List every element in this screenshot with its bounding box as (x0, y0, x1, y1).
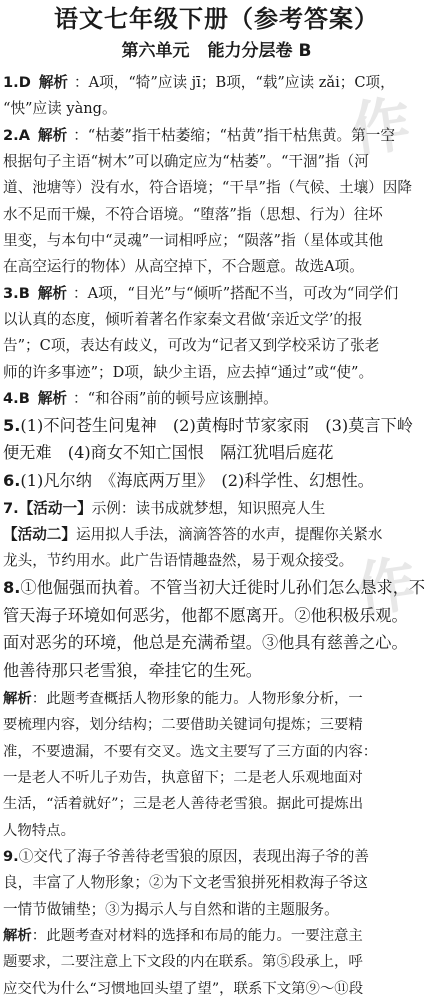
answer-text: 示例：读书成就梦想，知识照亮人生 (91, 499, 326, 517)
question-number: 7. (3, 499, 19, 517)
answer-text: 准，不要遗漏，不要有交叉。选文主要写了三方面的内容： (3, 743, 378, 760)
answer-line (0, 202, 433, 228)
answer-text: 根据句子主语“树木”可以确定应为“枯萎”。“干涸”指（河 (3, 153, 369, 171)
answer-text: ：“枯萎”指干枯萎缩；“枯黄”指干枯焦黄。第一空 (73, 126, 395, 144)
answer-text: 一情节做铺垫；③为揭示人与自然和谐的主题服务。 (3, 900, 339, 918)
answer-text: ：此题考查概括人物形象的能力。人物形象分析，一 (31, 690, 363, 707)
answer-line (0, 739, 433, 765)
answer-line (0, 440, 433, 466)
answer-line (0, 281, 433, 307)
answer-line (0, 307, 433, 333)
answer-line (0, 603, 433, 629)
answer-line (0, 123, 433, 149)
question-number: 6. (3, 471, 21, 491)
answer-line (0, 496, 433, 522)
answer-text: 应交代为什么“习惯地回头望了望”，联系下文第⑨～⑪段 (3, 980, 364, 997)
answer-line (0, 175, 433, 201)
question-number: 4.B (3, 390, 30, 408)
answer-text: 道、池塘等）没有水，符合语境；“干旱”指（气候、土壤）因降 (3, 179, 412, 197)
answer-text: 水不足而干燥，不符合语境。“堕落”指（思想、行为）往坏 (3, 205, 383, 223)
page-title: 语文七年级下册（参考答案） (54, 5, 379, 33)
question-number: 1.D (3, 74, 31, 91)
answer-line (0, 522, 433, 548)
answer-text: 便无难 (4)商女不知亡国恨 隔江犹唱后庭花 (3, 443, 334, 463)
answer-line (0, 254, 433, 280)
answer-text: 龙头，节约用水。此广告语情趣盎然，易于观众接受。 (3, 552, 354, 570)
answer-text: ：A项，“目光”与“倾听”搭配不当，可改为“同学们 (73, 284, 399, 302)
answer-line (0, 360, 433, 386)
answer-line (0, 575, 433, 601)
answer-text: ：此题考查对材料的选择和布局的能力。一要注意主 (31, 927, 363, 944)
answer-text: ①他倔强而执着。不管当初大迁徙时儿孙们怎么恳求，不 (20, 577, 426, 597)
answer-line (0, 630, 433, 656)
answer-text: (1)不问苍生问鬼神 (2)黄梅时节家家雨 (3)莫言下岭 (20, 415, 413, 435)
question-number: 8. (3, 577, 21, 597)
question-number: 2.A (3, 126, 30, 144)
answer-line (0, 791, 433, 817)
answer-line (0, 228, 433, 254)
answer-text: “怏”应读 yàng。 (3, 100, 117, 118)
watermark: 作 (346, 89, 416, 167)
answer-text: 生活，“活着就好”；三是老人善待老雪狼。据此可提炼出 (3, 796, 364, 813)
answer-line (0, 413, 433, 439)
answer-line (0, 949, 433, 975)
answer-line (0, 658, 433, 684)
answer-line (0, 548, 433, 574)
section-label: 能力分层卷 B (207, 41, 312, 61)
answer-text: 里变，与本句中“灵魂”一词相呼应；“陨落”指（星体或其他 (3, 232, 384, 250)
answer-line (0, 686, 433, 712)
answer-line (0, 897, 433, 923)
answer-line (0, 386, 433, 412)
analysis-label: 解析 (37, 390, 68, 408)
answer-text: ：“和谷雨”前的顿号应该删掉。 (73, 390, 278, 408)
answer-line (0, 844, 433, 870)
answer-text: 要梳理内容，划分结构；二要借助关键词句提炼；三要精 (3, 717, 363, 734)
answer-text: ①交代了海子爷善待老雪狼的原因，表现出海子爷的善 (18, 847, 369, 865)
answer-text: 人物特点。 (3, 822, 75, 839)
analysis-label: 解析 (3, 927, 32, 944)
watermark: 作 (351, 549, 421, 627)
answer-line (0, 923, 433, 949)
answer-line (0, 333, 433, 359)
answer-text: 良，丰富了人物形象；②为下文老雪狼拼死相救海子爷这 (3, 874, 368, 892)
answer-text: 管天海子环境如何恶劣，他都不愿离开。②他积极乐观。 (3, 605, 408, 625)
answer-line (0, 976, 433, 1002)
answer-text: 师的许多事迹”；D项，缺少主语，应去掉“通过”或“使”。 (3, 363, 374, 381)
activity-label: 【活动一】 (18, 499, 92, 517)
answer-line (0, 468, 433, 494)
answer-line (0, 712, 433, 738)
analysis-label: 解析 (38, 74, 69, 91)
answer-text: 以认真的态度，倾听着著名作家秦文君做‘亲近文学’的报 (3, 311, 363, 329)
answer-text: 面对恶劣的环境，他总是充满希望。③他具有慈善之心。 (3, 633, 408, 653)
question-number: 9. (3, 847, 19, 865)
answer-line (0, 765, 433, 791)
unit-label: 第六单元 (121, 41, 190, 61)
question-number: 5. (3, 415, 21, 435)
answer-text: 他善待那只老雪狼，牵挂它的生死。 (3, 661, 262, 681)
answer-line (0, 818, 433, 844)
answer-text: 告”；C项，表达有歧义，可改为“记者又到学校采访了张老 (3, 337, 380, 355)
analysis-label: 解析 (3, 690, 32, 707)
answer-line (0, 149, 433, 175)
analysis-label: 解析 (37, 284, 68, 302)
analysis-label: 解析 (38, 126, 68, 144)
section-subtitle (0, 38, 433, 64)
question-number: 3.B (3, 284, 30, 302)
answer-text: 运用拟人手法，滴滴答答的水声，提醒你关紧水 (75, 526, 383, 544)
answer-text: ：A项，“犄”应读 jī；B项，“载”应读 zǎi；C项， (74, 74, 395, 91)
answer-text: 题要求，二要注意上下文段的内在联系。第⑤段承上，呼 (3, 954, 363, 971)
answer-line (0, 96, 433, 122)
answer-line (0, 870, 433, 896)
activity-label: 【活动二】 (3, 526, 76, 544)
answer-text: (1)凡尔纳 《海底两万里》 (2)科学性、幻想性。 (20, 471, 374, 491)
answer-text: 在高空运行的物体）从高空掉下，不合题意。故选A项。 (3, 258, 364, 276)
answer-line (0, 70, 433, 96)
answer-text: 一是老人不听儿子劝告，执意留下；二是老人乐观地面对 (3, 769, 363, 786)
